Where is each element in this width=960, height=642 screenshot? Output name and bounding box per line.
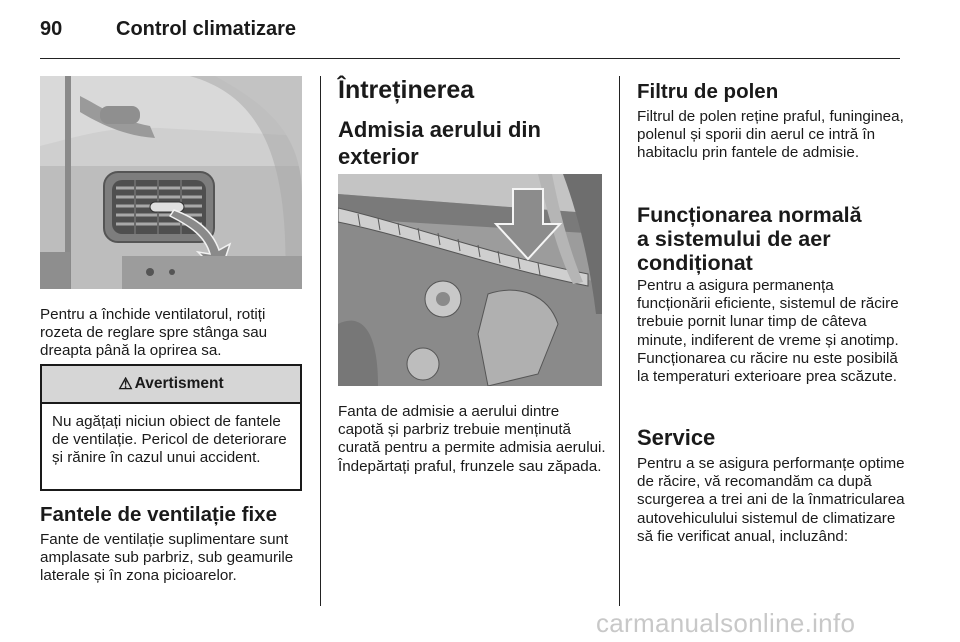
pollen-filter-text: Filtrul de polen reține praful, funinginea, polenul și sporii din aerul ce intră în habitaclu prin fantele de admisie.: [637, 108, 904, 162]
column-divider-2: [619, 76, 620, 606]
maintenance-heading: Întreținerea: [338, 76, 475, 104]
service-text: Pentru a se asigura performanțe optime de răcire, vă recomandăm ca după scurgerea a trei ani de la înmatricularea autovehiculului sistemul de climatizare să fie verificat anual, incluzând:: [637, 455, 905, 545]
warning-triangle-icon: ⚠: [118, 376, 133, 393]
dashboard-air-vent-illustration: [40, 76, 302, 289]
warning-header: [42, 366, 300, 404]
column-divider-1: [320, 76, 321, 606]
page-title: Control climatizare: [116, 18, 297, 40]
warning-title: Avertisment: [134, 375, 224, 392]
service-heading: Service: [637, 425, 716, 450]
watermark: carmanualsonline.info: [596, 608, 856, 638]
air-vent-figure: [40, 76, 302, 289]
ac-operation-text: Pentru a asigura permanența funcționării eficiente, sistemul de răcire trebuie pornit lunar timp de câteva minute, indiferent de vreme și anotimp. Funcționarea cu răcire nu este posibilă la temperaturi exterioare prea scăzute.: [637, 277, 899, 386]
warning-box: [40, 364, 302, 491]
warning-text: Nu agățați niciun obiect de fantele de ventilație. Pericol de deteriorare și rănire în cazul unui accident.: [52, 413, 287, 467]
vent-caption: Pentru a închide ventilatorul, rotiți rozeta de reglare spre stânga sau dreapta până la oprirea sa.: [40, 306, 268, 360]
fixed-vents-text: Fante de ventilație suplimentare sunt amplasate sub parbriz, sub geamurile laterale și în zona picioarelor.: [40, 531, 294, 585]
fixed-vents-heading: Fantele de ventilație fixe: [40, 503, 277, 526]
pollen-filter-heading: Filtru de polen: [637, 80, 779, 103]
air-intake-text: Fanta de admisie a aerului dintre capotă și parbriz trebuie menținută curată pentru a permite admisia aerului. Îndepărtați praful, frunzele sau zăpada.: [338, 403, 606, 475]
ac-operation-heading: Funcționarea normală a sistemului de aer condiționat: [637, 203, 862, 275]
header-rule: [40, 58, 900, 59]
air-intake-figure: [338, 174, 602, 386]
air-intake-heading: Admisia aerului din exterior: [338, 117, 541, 169]
page-number: 90: [40, 18, 63, 40]
windscreen-air-intake-illustration: [338, 174, 602, 386]
